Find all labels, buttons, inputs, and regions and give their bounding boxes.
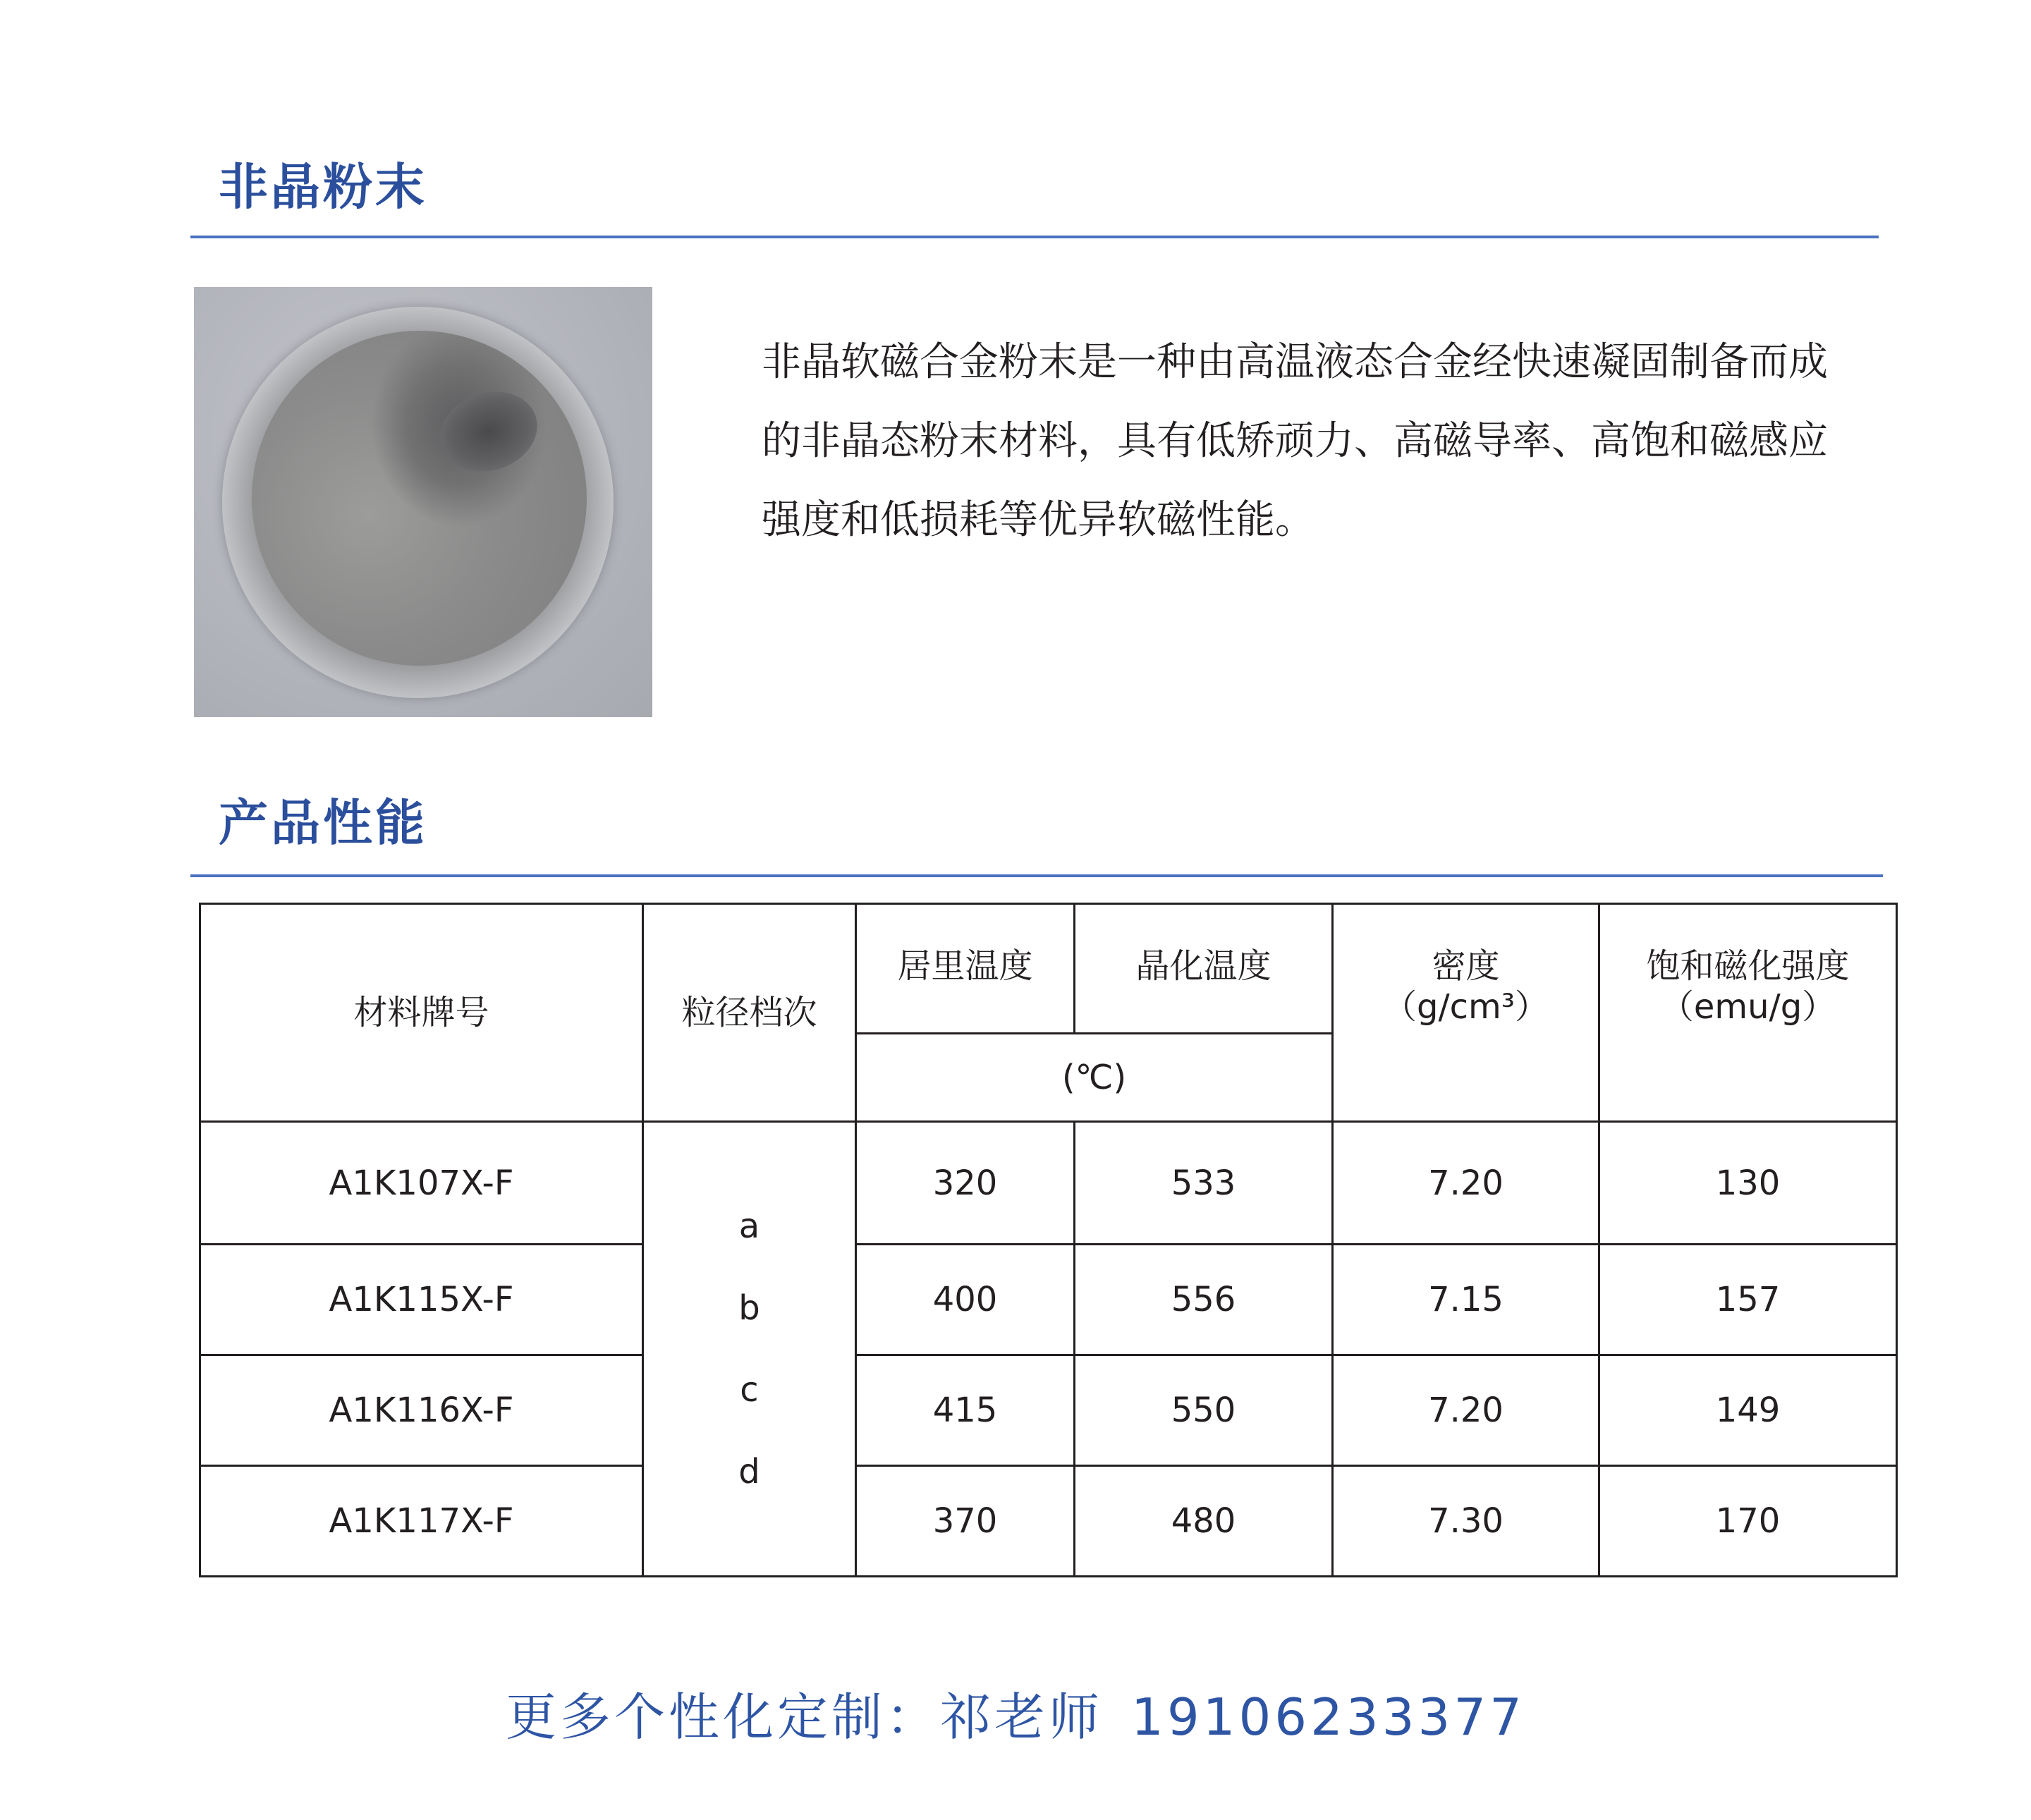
cell-grade: A1K107X-F (200, 1122, 643, 1245)
contact-label: 更多个性化定制：祁老师 (506, 1687, 1104, 1747)
cell-curie: 370 (856, 1466, 1075, 1577)
header-density-label: 密度 (1432, 946, 1500, 986)
cell-density: 7.15 (1333, 1245, 1599, 1355)
cell-curie: 415 (856, 1355, 1075, 1466)
header-temp-unit: (℃) (856, 1034, 1333, 1122)
performance-table (199, 903, 1898, 1577)
cell-crystal: 556 (1075, 1245, 1333, 1355)
table-row (200, 1466, 1897, 1577)
cell-saturation: 130 (1599, 1122, 1897, 1245)
table-row (200, 1355, 1897, 1466)
cell-density: 7.20 (1333, 1122, 1599, 1245)
cell-density: 7.30 (1333, 1466, 1599, 1577)
particle-grade: d (738, 1452, 760, 1491)
header-saturation-unit: （emu/g） (1659, 987, 1836, 1027)
cell-saturation: 157 (1599, 1245, 1897, 1355)
powder-surface (252, 331, 587, 666)
header-crystallization-temp: 晶化温度 (1075, 904, 1333, 1034)
particle-grade: a (738, 1207, 760, 1246)
table-row (200, 1122, 1897, 1245)
cell-crystal: 533 (1075, 1122, 1333, 1245)
section-title-amorphous-powder: 非晶粉末 (219, 158, 427, 216)
cell-saturation: 170 (1599, 1466, 1897, 1577)
title-divider (190, 874, 1883, 877)
powder-dish-photo (194, 287, 652, 717)
cell-curie: 320 (856, 1122, 1075, 1245)
header-curie-temp: 居里温度 (856, 904, 1075, 1034)
header-saturation-label: 饱和磁化强度 (1646, 946, 1850, 986)
cell-curie: 400 (856, 1245, 1075, 1355)
cell-particle-grades (643, 1122, 856, 1577)
product-description: 非晶软磁合金粉末是一种由高温液态合金经快速凝固制备而成的非晶态粉末材料，具有低矫顽力、高磁导率、高饱和磁感应强度和低损耗等优异软磁性能。 (762, 339, 1828, 543)
contact-footer (0, 1687, 2031, 1747)
header-saturation (1599, 904, 1897, 1122)
cell-density: 7.20 (1333, 1355, 1599, 1466)
header-density-unit: （g/cm³） (1382, 987, 1549, 1027)
header-particle-size: 粒径档次 (643, 904, 856, 1122)
header-material-grade: 材料牌号 (200, 904, 643, 1122)
cell-grade: A1K117X-F (200, 1466, 643, 1577)
particle-grade: b (738, 1288, 760, 1328)
header-density (1333, 904, 1599, 1122)
particle-grade: c (740, 1370, 759, 1410)
cell-grade: A1K115X-F (200, 1245, 643, 1355)
cell-crystal: 480 (1075, 1466, 1333, 1577)
cell-saturation: 149 (1599, 1355, 1897, 1466)
cell-grade: A1K116X-F (200, 1355, 643, 1466)
section-title-performance: 产品性能 (219, 794, 427, 852)
table-row (200, 1245, 1897, 1355)
cell-crystal: 550 (1075, 1355, 1333, 1466)
title-divider (190, 236, 1879, 238)
contact-phone[interactable]: 19106233377 (1131, 1687, 1525, 1747)
